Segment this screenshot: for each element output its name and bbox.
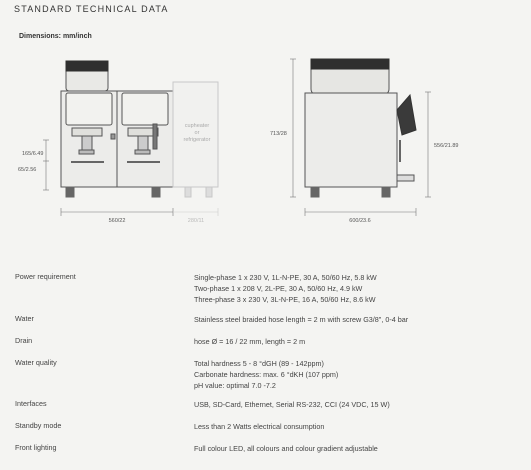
module-text-2: or xyxy=(194,130,200,136)
side-height: 713/28 xyxy=(270,131,287,137)
spec-values xyxy=(194,443,378,454)
module-text-3: refrigerator xyxy=(183,137,211,143)
front-width-ext: 280/11 xyxy=(187,218,205,224)
spec-value: Single-phase 1 x 230 V, 1L-N-PE, 30 A, 50/60 Hz, 5.8 kW xyxy=(194,273,377,282)
spec-value: Three-phase 3 x 230 V, 3L-N-PE, 16 A, 50/60 Hz, 8.6 kW xyxy=(194,295,376,304)
spec-values xyxy=(194,399,390,410)
spec-label: Water xyxy=(15,314,34,323)
side-view-machine xyxy=(305,59,416,197)
spec-value: hose Ø = 16 / 22 mm, length = 2 m xyxy=(194,337,306,346)
spec-values xyxy=(194,272,377,305)
spec-values xyxy=(194,421,324,432)
front-view-machine xyxy=(61,61,173,197)
front-width: 560/22 xyxy=(108,218,126,224)
front-height-b: 65/2.56 xyxy=(18,167,37,173)
spec-value: Two-phase 1 x 208 V, 2L-PE, 30 A, 50/60 Hz, 4.9 kW xyxy=(194,284,363,293)
spec-value: Total hardness 5 - 8 °dGH (89 - 142ppm) xyxy=(194,359,324,368)
spec-label: Front lighting xyxy=(15,443,57,452)
spec-label: Interfaces xyxy=(15,399,47,408)
spec-value: Stainless steel braided hose length = 2 m with screw G3/8", 0-4 bar xyxy=(194,315,409,324)
page-title: STANDARD TECHNICAL DATA xyxy=(14,4,169,14)
side-depth: 600/23.6 xyxy=(349,218,371,224)
spec-value: USB, SD-Card, Ethernet, Serial RS-232, CCI (24 VDC, 15 W) xyxy=(194,400,390,409)
spec-values xyxy=(194,358,338,391)
spec-value: Carbonate hardness: max. 6 °dKH (107 ppm) xyxy=(194,370,339,379)
spec-label: Drain xyxy=(15,336,33,345)
spec-value: Full colour LED, all colours and colour gradient adjustable xyxy=(194,444,378,453)
front-height-a: 165/6.49 xyxy=(22,151,44,157)
spec-value: Less than 2 Watts electrical consumption xyxy=(194,422,325,431)
module-text-1: cupheater xyxy=(184,123,210,129)
side-height-right: 556/21.89 xyxy=(434,143,459,149)
spec-value: pH value: optimal 7.0 -7.2 xyxy=(194,381,276,390)
spec-values xyxy=(194,314,408,325)
spec-label: Standby mode xyxy=(15,421,62,430)
spec-values xyxy=(194,336,305,347)
spec-label: Power requirement xyxy=(15,272,76,281)
spec-label: Water quality xyxy=(15,358,57,367)
dimensions-label: Dimensions: mm/inch xyxy=(19,33,92,40)
